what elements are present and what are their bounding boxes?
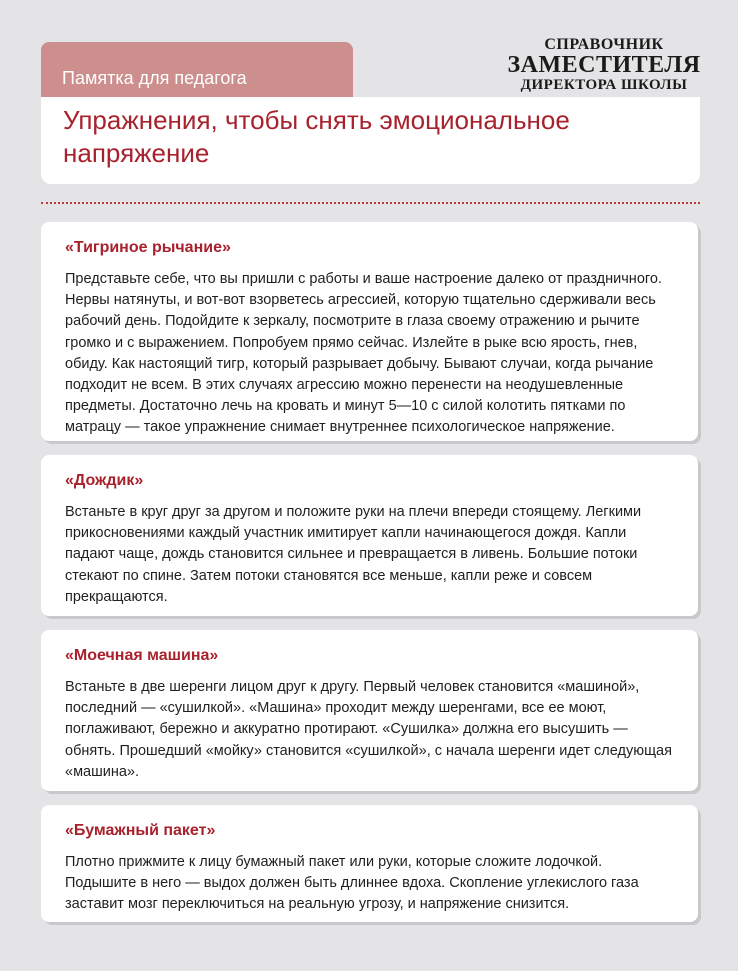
brand-line-3: ДИРЕКТОРА ШКОЛЫ	[520, 77, 688, 93]
exercise-title: «Тигриное рычание»	[65, 239, 231, 256]
header-tab-label: Памятка для педагога	[62, 68, 247, 88]
brand-line-2: ЗАМЕСТИТЕЛЯ	[507, 52, 701, 78]
exercise-card-rain	[41, 455, 698, 616]
exercise-text: Представьте себе, что вы пришли с работы и ваше настроение далеко от праздничного. Нервы натянуты, и вот-вот взорветесь агрессией, которую тщательно сдерживали весь рабочий день. Подойдите к зеркалу, посмотрите в глаза своему отражению и рычите громко и с выражением. Попробуем прямо сейчас. Излейте в рыке всю ярость, гнев, обиду. Как настоящий тигр, который разрывает добычу. Бывают случаи, когда рычание подходит не всем. В этих случаях агрессию можно перенести на неодушевленные предметы. Достаточно лечь на кровать и минут 5—10 с силой колотить пятками по матрацу — такое упражнение снимает внутреннее психологическое напряжение.	[65, 271, 662, 436]
brand-logo	[495, 36, 713, 93]
dotted-divider	[41, 202, 700, 204]
exercise-title: «Дождик»	[65, 472, 144, 489]
exercise-card-car-wash	[41, 630, 698, 791]
brand-line-1: СПРАВОЧНИК	[544, 36, 664, 53]
exercise-card-tiger-roar	[41, 222, 698, 441]
exercise-text: Встаньте в две шеренги лицом друг к другу. Первый человек становится «машиной», последний — «сушилкой». «Машина» проходит между шеренгами, все ее моют, поглаживают, бережно и аккуратно протирают. «Сушилка» должна его высушить — обнять. Прошедший «мойку» становится «сушилкой», с начала шеренги идет следующая «машина».	[65, 679, 672, 780]
exercise-title: «Бумажный пакет»	[65, 822, 216, 839]
exercise-text: Плотно прижмите к лицу бумажный пакет или руки, которые сложите лодочкой. Подышите в него — выдох должен быть длиннее вдоха. Скопление углекислого газа заставит мозг переключиться на реальную угрозу, и напряжение снизится.	[65, 854, 639, 913]
exercise-title: «Моечная машина»	[65, 647, 219, 664]
exercise-text: Встаньте в круг друг за другом и положите руки на плечи впереди стоящему. Легкими прикосновениями каждый участник имитирует капли начинающегося дождя. Капли падают чаще, дождь становится сильнее и превращается в ливень. Большие потоки стекают по спине. Затем потоки становятся все меньше, капли реже и совсем прекращаются.	[65, 504, 642, 605]
page-title: Упражнения, чтобы снять эмоциональное напряжение	[63, 105, 570, 168]
exercise-card-paper-bag	[41, 805, 698, 922]
